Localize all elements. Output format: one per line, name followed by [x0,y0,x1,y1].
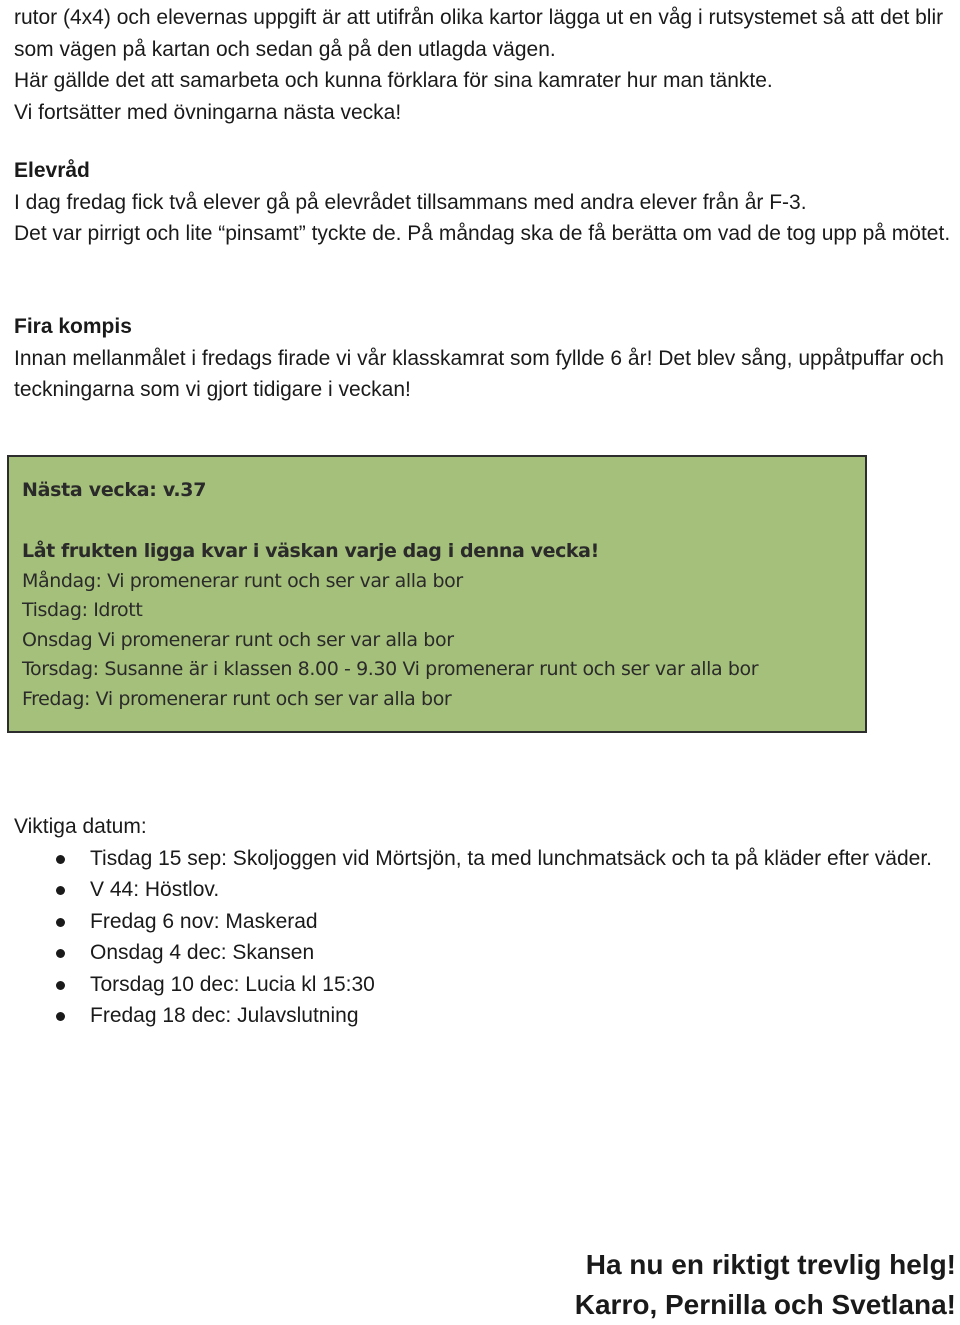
important-dates [14,811,954,1032]
intro-text [14,2,954,128]
date-item [14,937,954,969]
fira-kompis-paragraph: Innan mellanmålet i fredags firade vi vår klasskamrat som fyllde 6 år! Det blev sång, uppåtpuffar och teckningarna som vi gjort tidigare i veckan! [14,346,944,401]
schedule-day: Fredag: Vi promenerar runt och ser var alla bor [22,687,452,710]
next-week-title: Nästa vecka: v.37 [22,479,207,501]
bullet-icon [56,855,65,864]
signoff [575,1245,956,1325]
fruit-reminder: Låt frukten ligga kvar i väskan varje dag i denna vecka! [22,540,599,562]
fira-kompis-heading: Fira kompis [14,315,132,338]
bullet-icon [56,1012,65,1021]
date-item [14,874,954,906]
next-week-schedule [22,537,758,714]
date-item [14,969,954,1001]
date-item-text: Onsdag 4 dec: Skansen [90,941,315,964]
important-dates-label: Viktiga datum: [14,815,147,838]
date-item [14,906,954,938]
elevrad-paragraph: I dag fredag fick två elever gå på elevrådet tillsammans med andra elever från år F-3. [14,190,807,214]
date-item-text: Tisdag 15 sep: Skoljoggen vid Mörtsjön, ta med lunchmatsäck och ta på kläder efter väder. [90,846,933,870]
important-dates-list [14,843,954,1032]
date-item [14,843,954,875]
bullet-icon [56,981,65,990]
bullet-icon [56,886,65,895]
date-item [14,1000,954,1032]
date-item-text: Fredag 18 dec: Julavslutning [90,1004,359,1027]
intro-paragraph: Vi fortsätter med övningarna nästa vecka! [14,100,402,124]
bullet-icon [56,949,65,958]
elevrad-heading: Elevråd [14,159,90,182]
schedule-day: Måndag: Vi promenerar runt och ser var alla bor [22,569,463,592]
elevrad-paragraph: Det var pirrigt och lite “pinsamt” tyckte de. På måndag ska de få berätta om vad de tog upp på mötet. [14,222,951,245]
schedule-day: Tisdag: Idrott [22,599,143,621]
elevrad-section [14,155,954,250]
intro-paragraph: Här gällde det att samarbeta och kunna förklara för sina kamrater hur man tänkte. [14,69,773,92]
bullet-icon [56,918,65,927]
date-item-text: V 44: Höstlov. [90,878,220,901]
schedule-day: Torsdag: Susanne är i klassen 8.00 - 9.30 Vi promenerar runt och ser var alla bor [22,658,759,680]
date-item-text: Torsdag 10 dec: Lucia kl 15:30 [90,972,375,996]
date-item-text: Fredag 6 nov: Maskerad [90,909,318,933]
intro-paragraph: rutor (4x4) och elevernas uppgift är att utifrån olika kartor lägga ut en våg i rutsystemet så att det blir som vägen på kartan och sedan gå på den utlagda vägen. [14,6,944,61]
signoff-names: Karro, Pernilla och Svetlana! [574,1289,956,1320]
schedule-day: Onsdag Vi promenerar runt och ser var alla bor [22,628,454,651]
fira-kompis-section [14,311,954,406]
next-week-box [7,455,867,733]
signoff-greeting: Ha nu en riktigt trevlig helg! [585,1249,956,1280]
